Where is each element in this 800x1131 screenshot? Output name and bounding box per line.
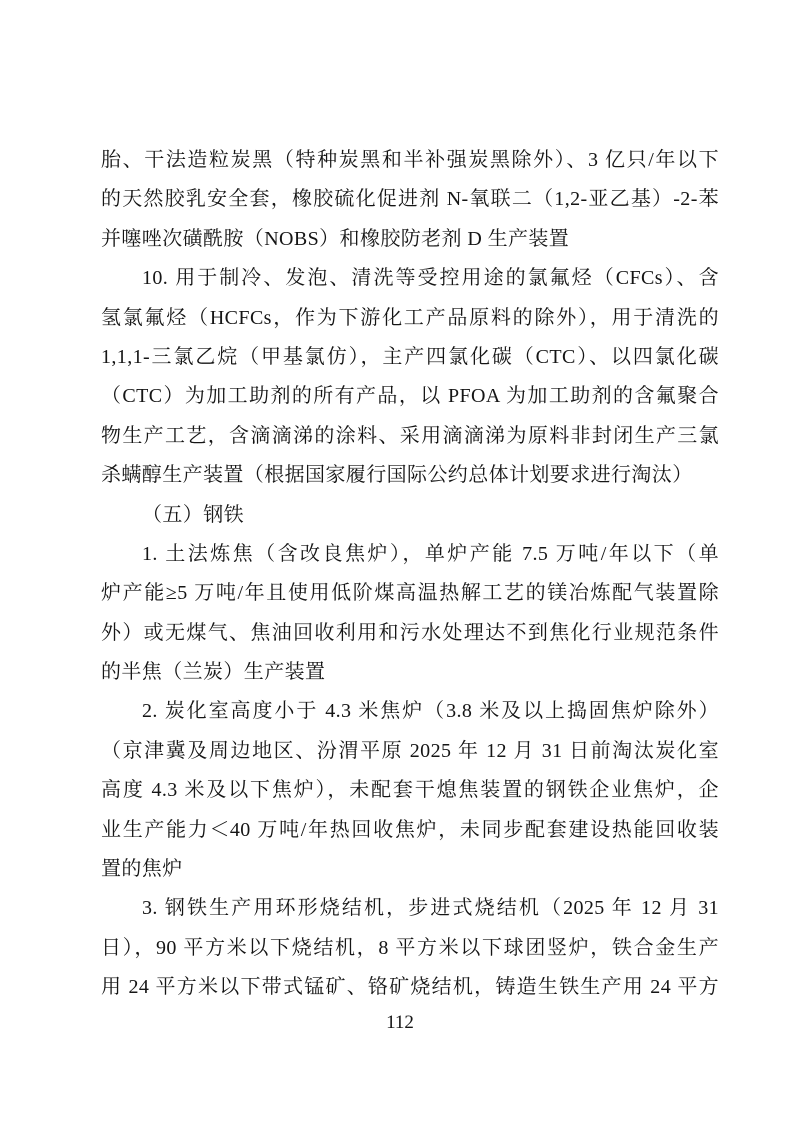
text-line: 10. 用于制冷、发泡、清洗等受控用途的氯氟烃（CFCs）、含	[142, 267, 719, 290]
text-line: 置的焦炉	[101, 858, 183, 881]
text-line: 杀螨醇生产装置（根据国家履行国际公约总体计划要求进行淘汰）	[101, 464, 693, 487]
text-line: 的天然胶乳安全套，橡胶硫化促进剂 N-氧联二（1,2-亚乙基）-2-苯	[101, 188, 719, 211]
text-line: 的半焦（兰炭）生产装置	[101, 661, 326, 684]
text-line: 炉产能≥5 万吨/年且使用低阶煤高温热解工艺的镁冶炼配气装置除	[101, 582, 719, 605]
text-line: 并噻唑次磺酰胺（NOBS）和橡胶防老剂 D 生产装置	[101, 227, 570, 250]
text-line: 用 24 平方米以下带式锰矿、铬矿烧结机，铸造生铁生产用 24 平方	[101, 976, 719, 999]
section-heading-steel	[101, 496, 719, 535]
text-line: 日），90 平方米以下烧结机，8 平方米以下球团竖炉，铁合金生产	[101, 936, 719, 959]
text-line: 业生产能力＜40 万吨/年热回收焦炉，未同步配套建设热能回收装	[101, 818, 719, 841]
text-line: （CTC）为加工助剂的所有产品，以 PFOA 为加工助剂的含氟聚合	[101, 385, 719, 408]
paragraph-continuation	[101, 141, 719, 259]
page-number: 112	[386, 1012, 414, 1033]
text-line: （京津冀及周边地区、汾渭平原 2025 年 12 月 31 日前淘汰炭化室	[101, 739, 719, 762]
text-line: 高度 4.3 米及以下焦炉），未配套干熄焦装置的钢铁企业焦炉，企	[101, 779, 719, 802]
text-line: 1. 土法炼焦（含改良焦炉），单炉产能 7.5 万吨/年以下（单	[142, 542, 719, 565]
paragraph-item-3	[101, 889, 719, 1007]
text-line: 物生产工艺，含滴滴涕的涂料、采用滴滴涕为原料非封闭生产三氯	[101, 424, 719, 447]
text-line: 1,1,1-三氯乙烷（甲基氯仿），主产四氯化碳（CTC）、以四氯化碳	[101, 345, 719, 368]
text-line: 3. 钢铁生产用环形烧结机，步进式烧结机（2025 年 12 月 31	[142, 897, 719, 920]
page-content	[101, 141, 719, 1008]
text-line: 外）或无煤气、焦油回收利用和污水处理达不到焦化行业规范条件	[101, 621, 719, 644]
paragraph-item-2	[101, 692, 719, 889]
text-line: 氢氯氟烃（HCFCs，作为下游化工产品原料的除外），用于清洗的	[101, 306, 719, 329]
paragraph-item-10	[101, 259, 719, 495]
section-heading: （五）钢铁	[142, 503, 244, 526]
text-line: 2. 炭化室高度小于 4.3 米焦炉（3.8 米及以上捣固焦炉除外）	[142, 700, 719, 723]
text-line: 胎、干法造粒炭黑（特种炭黑和半补强炭黑除外）、3 亿只/年以下	[101, 149, 719, 171]
paragraph-item-1	[101, 535, 719, 693]
